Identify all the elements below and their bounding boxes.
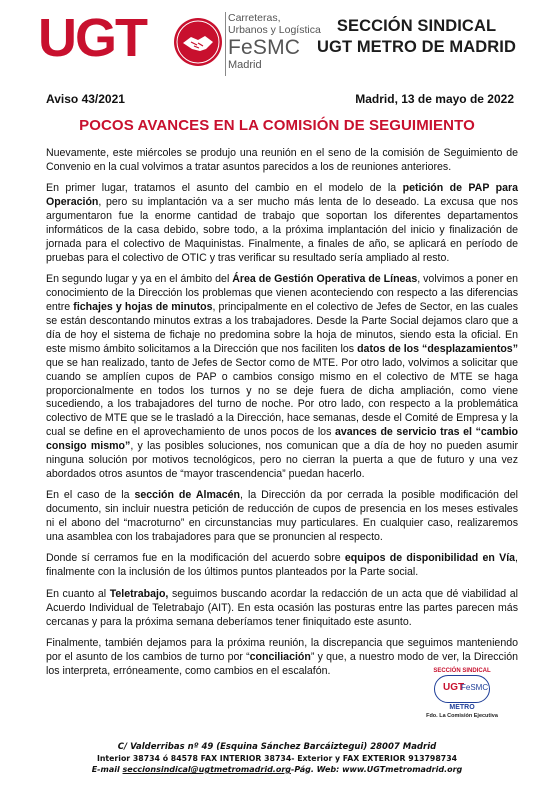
seccion-line1: SECCIÓN SINDICAL	[336, 17, 497, 35]
fesmc-line1: Carreteras,	[228, 12, 281, 24]
stamp-fesmc: FeSMC	[461, 683, 489, 692]
paragraph-1: Nuevamente, este miércoles se produjo una reunión en el seno de la comisión de Seguimiento de Convenio en la cual volvimos a tratar asuntos parecidos a los de reuniones anteriores.	[46, 147, 518, 173]
footer-contact: E-mail seccionsindical@ugtmetromadrid.org-Pág. Web: www.UGTmetromadrid.org	[91, 765, 463, 774]
notice-date: Madrid, 13 de mayo de 2022	[355, 92, 514, 106]
signature-line: Fdo. La Comisión Ejecutiva	[426, 713, 498, 719]
paragraph-7: Finalmente, también dejamos para la próxima reunión, la discrepancia que seguimos manteniendo por el asunto de los cambios de turno por “conciliación” y que, a nuestro modo de ver, la Dirección los interpreta, erróneamente, como cambios en el escalafón.	[46, 637, 518, 677]
footer-phones: Interior 38734 ó 84578 FAX INTERIOR 38734- Exterior y FAX EXTERIOR 913798734	[96, 754, 458, 763]
stamp-logo	[434, 675, 490, 703]
notice-body	[46, 147, 518, 686]
handshake-emblem-icon	[172, 16, 224, 68]
email-link[interactable]: seccionsindical@ugtmetromadrid.org	[122, 765, 292, 774]
fesmc-name: FeSMC	[228, 36, 301, 59]
paragraph-6: En cuanto al Teletrabajo, seguimos buscando acordar la redacción de un acta que dé viabilidad al Acuerdo Individual de Teletrabajo (AIT). En esta ocasión las posturas entre las partes parecen más cercanas y para la próxima semana deberíamos tener finiquitado este asunto.	[46, 587, 518, 628]
signature-stamp	[412, 668, 512, 719]
fesmc-city: Madrid	[228, 59, 262, 71]
web-link[interactable]: -Pág. Web: www.UGTmetromadrid.org	[291, 765, 463, 774]
seccion-line2: UGT METRO DE MADRID	[317, 38, 516, 56]
stamp-ugt: UGT	[443, 682, 465, 693]
footer-address: C/ Valderribas nº 49 (Esquina Sánchez Barcáiztegui) 28007 Madrid	[117, 742, 437, 752]
footer	[0, 741, 554, 775]
letterhead	[38, 8, 516, 80]
stamp-seccion: SECCIÓN SINDICAL	[433, 668, 491, 674]
ugt-logo: UGT	[38, 8, 146, 68]
stamp-metro: METRO	[449, 704, 475, 711]
aviso-number: Aviso 43/2021	[46, 92, 125, 106]
paragraph-4: En el caso de la sección de Almacén, la Dirección da por cerrada la posible modificación del documento, sin incluir nuestra petición de reducción de cupos de presencia en los meses estivales ni el abono del “macroturno” en circunstancias muy particulares. En cualquier caso, realizaremos una asamblea con los trabajadores para que se pronuncien al respecto.	[46, 489, 519, 544]
notice-title: POCOS AVANCES EN LA COMISIÓN DE SEGUIMIENTO	[79, 117, 475, 134]
paragraph-2: En primer lugar, tratamos el asunto del cambio en el modelo de la petición de PAP para Operación, pero su implantación va a ser mucho más lenta de lo deseado. La excusa que nos argumentaron fue la enorme cantidad de trabajo que soportan los diferentes departamentos informáticos de la casa debido, sobre todo, a la próxima implantación del inicio y finalización de jornada para el colectivo de Maquinistas. Finalmente, a finales de año, se aplicará en período de pruebas para el colectivo de OTIC y tras verificar su resultado sería ampliado al resto.	[46, 182, 518, 264]
paragraph-5: Donde sí cerramos fue en la modificación del acuerdo sobre equipos de disponibilidad en Vía, finalmente con la inclusión de los últimos puntos planteados por la Parte social.	[46, 552, 518, 579]
fesmc-line2: Urbanos y Logística	[228, 24, 321, 36]
header-divider	[225, 12, 226, 76]
seccion-sindical-heading	[317, 16, 516, 58]
paragraph-3: En segundo lugar y ya en el ámbito del Área de Gestión Operativa de Líneas, volvimos a poner en conocimiento de la Dirección los problemas que vienen aconteciendo con respecto a las diferencias entre fichajes y hojas de minutos, principalmente en el colectivo de Jefes de Sector, en las cuales se están descontando minutos extras a los trabajadores. Desde la Parte Social dejamos claro que a día de hoy el sistema de fichaje no predomina sobre la hoja de minutos, siendo esta la oficial. En este mismo ámbito solicitamos a la Dirección que nos faciliten los datos de los “desplazamientos” que se han realizado, tanto de Jefes de Sector como de MTE. Por otro lado, volvimos a solicitar que cuando se amplíen cupos de PAP o cambios consigo mismo en el colectivo de MTE se haga proporcionalmente en todos los turnos y no se deje fuera de dicha ampliación, como viene sucediendo, a los trabajadores del turno de noche. Por otro lado, con respecto a la problemática colectivo de MTE que se le trasladó a la Dirección, hace semanas, desde el Comité de Empresa y la cual se define en el aprovechamiento de unos pocos de los avances de servicio tras el “cambio consigo mismo”, y las posibles soluciones, nos comunican que a día de hoy no pueden asumir ninguna solución por motivos tecnológicos, pero no cierran la puerta a que de futuro y una vez abordados otros asuntos de “mayor trascendencia” puedan hacerlo.	[46, 273, 519, 480]
